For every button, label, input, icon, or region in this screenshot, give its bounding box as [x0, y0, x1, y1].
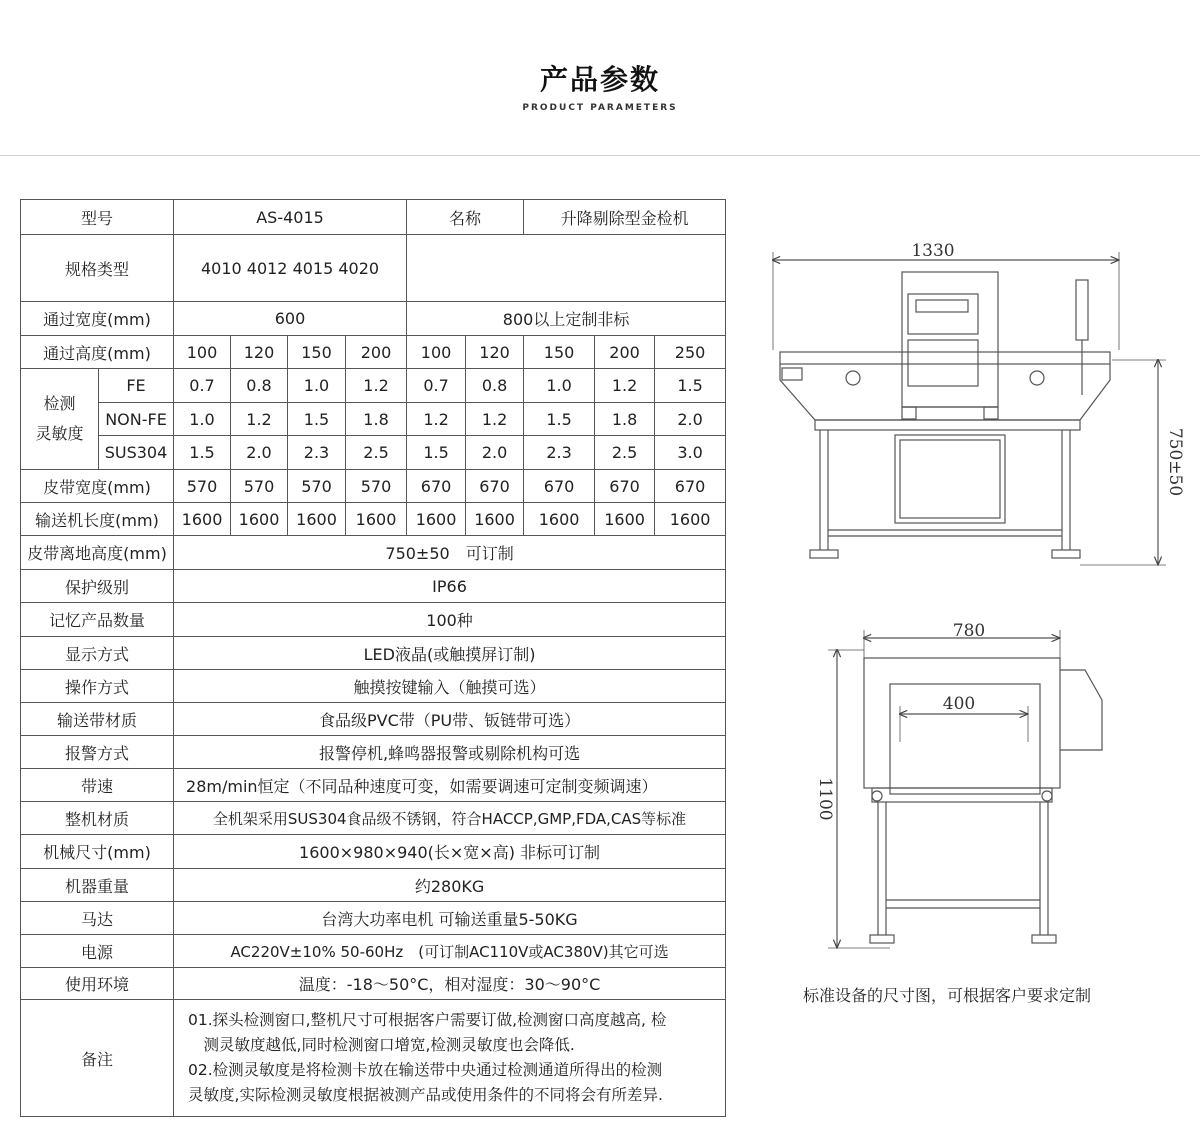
- sensitivity-cell: 1.2: [407, 403, 466, 436]
- belt-width-cell: 670: [466, 470, 524, 503]
- sensitivity-label: [21, 369, 99, 470]
- page-subtitle: PRODUCT PARAMETERS: [522, 103, 678, 113]
- sensitivity-cell: 1.0: [524, 369, 595, 403]
- row-value: AC220V±10% 50-60Hz (可订制AC110V或AC380V)其它可选: [174, 935, 726, 968]
- sensitivity-cell: 0.7: [407, 369, 466, 403]
- page-header: [0, 0, 1200, 156]
- sensitivity-cell: 1.8: [346, 403, 407, 436]
- row-value: 温度：-18～50°C，相对湿度：30～90°C: [174, 968, 726, 1000]
- row-value: 1600×980×940(长×宽×高) 非标可订制: [174, 835, 726, 869]
- table-row: [21, 869, 726, 902]
- row-label: 输送带材质: [21, 703, 174, 736]
- metal-nonfe-label: NON-FE: [99, 403, 174, 436]
- sensitivity-cell: 1.2: [346, 369, 407, 403]
- model-value: AS-4015: [174, 200, 407, 235]
- conveyor-length-cell: 1600: [524, 503, 595, 536]
- sensitivity-cell: 0.8: [231, 369, 288, 403]
- belt-width-cell: 570: [346, 470, 407, 503]
- sensitivity-cell: 1.2: [231, 403, 288, 436]
- side-height-dim: 1100: [815, 777, 835, 821]
- row-value: 100种: [174, 603, 726, 637]
- sensitivity-cell: 1.5: [288, 403, 346, 436]
- pass-width-custom: 800以上定制非标: [407, 302, 726, 336]
- side-width-dim: 780: [952, 621, 986, 641]
- belt-width-cell: 570: [174, 470, 231, 503]
- belt-width-cell: 670: [407, 470, 466, 503]
- pass-height-cell: 200: [595, 336, 655, 369]
- front-view: [773, 252, 1166, 565]
- conveyor-length-cell: 1600: [288, 503, 346, 536]
- belt-width-cell: 670: [655, 470, 726, 503]
- sensitivity-cell: 1.5: [174, 436, 231, 470]
- pass-height-cell: 120: [466, 336, 524, 369]
- table-row: [21, 235, 726, 302]
- row-value: 28m/min恒定（不同品种速度可变，如需要调速可定制变频调速）: [174, 769, 726, 802]
- sensitivity-cell: 0.8: [466, 369, 524, 403]
- remarks-label: 备注: [21, 1000, 174, 1117]
- row-label: 操作方式: [21, 670, 174, 703]
- belt-width-cell: 570: [231, 470, 288, 503]
- table-row: [21, 902, 726, 935]
- pass-height-cell: 100: [174, 336, 231, 369]
- sensitivity-cell: 1.2: [595, 369, 655, 403]
- table-row: [21, 403, 726, 436]
- table-row: [21, 802, 726, 835]
- row-label: 显示方式: [21, 637, 174, 670]
- belt-width-cell: 670: [524, 470, 595, 503]
- row-label: 使用环境: [21, 968, 174, 1000]
- spec-type-label: 规格类型: [21, 235, 174, 302]
- pass-height-cell: 120: [231, 336, 288, 369]
- sensitivity-cell: 1.5: [655, 369, 726, 403]
- table-row: [21, 835, 726, 869]
- sensitivity-cell: 1.5: [524, 403, 595, 436]
- sensitivity-cell: 2.0: [231, 436, 288, 470]
- table-row: [21, 436, 726, 470]
- header-divider: [0, 155, 1200, 156]
- sensitivity-cell: 1.8: [595, 403, 655, 436]
- sensitivity-cell: 2.5: [595, 436, 655, 470]
- sensitivity-label-line-1: 检测: [43, 394, 76, 413]
- table-row: [21, 302, 726, 336]
- sensitivity-cell: 1.2: [466, 403, 524, 436]
- conveyor-length-label: 输送机长度(mm): [21, 503, 174, 536]
- row-label: 整机材质: [21, 802, 174, 835]
- sensitivity-cell: 0.7: [174, 369, 231, 403]
- conveyor-length-cell: 1600: [595, 503, 655, 536]
- sensitivity-cell: 1.0: [288, 369, 346, 403]
- sensitivity-cell: 2.3: [288, 436, 346, 470]
- table-row: [21, 503, 726, 536]
- row-label: 保护级别: [21, 570, 174, 603]
- row-label: 皮带离地高度(mm): [21, 536, 174, 570]
- row-value: 食品级PVC带（PU带、钣链带可选）: [174, 703, 726, 736]
- table-row: [21, 369, 726, 403]
- table-row: [21, 603, 726, 637]
- drawing-caption: 标准设备的尺寸图，可根据客户要求定制: [803, 986, 1092, 1005]
- pass-height-cell: 200: [346, 336, 407, 369]
- row-value: 触摸按键输入（触摸可选）: [174, 670, 726, 703]
- machine-dimension-drawing: [740, 230, 1200, 1010]
- conveyor-length-cell: 1600: [346, 503, 407, 536]
- table-row: [21, 703, 726, 736]
- table-row: [21, 200, 726, 235]
- table-row: [21, 536, 726, 570]
- remark-line: 测灵敏度越低,同时检测窗口增宽,检测灵敏度也会降低.: [203, 1036, 575, 1054]
- table-row: [21, 570, 726, 603]
- row-value: 约280KG: [174, 869, 726, 902]
- spec-type-value: 4010 4012 4015 4020: [174, 235, 407, 302]
- page-title: 产品参数: [539, 63, 660, 96]
- side-view: [828, 630, 1102, 948]
- table-row: [21, 1000, 726, 1117]
- conveyor-length-cell: 1600: [174, 503, 231, 536]
- remark-line: 01.探头检测窗口,整机尺寸可根据客户需要订做,检测窗口高度越高, 检: [188, 1011, 667, 1029]
- table-row: [21, 736, 726, 769]
- table-row: [21, 769, 726, 802]
- pass-height-label: 通过高度(mm): [21, 336, 174, 369]
- conveyor-length-cell: 1600: [231, 503, 288, 536]
- metal-fe-label: FE: [99, 369, 174, 403]
- belt-width-label: 皮带宽度(mm): [21, 470, 174, 503]
- model-label: 型号: [21, 200, 174, 235]
- sensitivity-cell: 1.5: [407, 436, 466, 470]
- row-label: 机器重量: [21, 869, 174, 902]
- sensitivity-label-line-2: 灵敏度: [35, 424, 84, 443]
- table-row: [21, 670, 726, 703]
- sensitivity-cell: 2.5: [346, 436, 407, 470]
- pass-width-std: 600: [174, 302, 407, 336]
- pass-height-cell: 150: [288, 336, 346, 369]
- pass-width-label: 通过宽度(mm): [21, 302, 174, 336]
- pass-height-cell: 100: [407, 336, 466, 369]
- row-value: 全机架采用SUS304食品级不锈钢，符合HACCP,GMP,FDA,CAS等标准: [174, 802, 726, 835]
- table-row: [21, 968, 726, 1000]
- side-inner-width-dim: 400: [942, 694, 976, 714]
- sensitivity-cell: 2.0: [466, 436, 524, 470]
- front-height-dim: 750±50: [1165, 427, 1185, 497]
- pass-height-cell: 150: [524, 336, 595, 369]
- row-value: 报警停机,蜂鸣器报警或剔除机构可选: [174, 736, 726, 769]
- pass-height-cell: 250: [655, 336, 726, 369]
- front-width-dim: 1330: [911, 241, 955, 261]
- metal-sus304-label: SUS304: [99, 436, 174, 470]
- row-value: 750±50 可订制: [174, 536, 726, 570]
- row-value: IP66: [174, 570, 726, 603]
- belt-width-cell: 670: [595, 470, 655, 503]
- spec-type-blank: [407, 235, 726, 302]
- remark-line: 灵敏度,实际检测灵敏度根据被测产品或使用条件的不同将会有所差异.: [188, 1086, 663, 1104]
- row-label: 电源: [21, 935, 174, 968]
- row-label: 记忆产品数量: [21, 603, 174, 637]
- row-label: 带速: [21, 769, 174, 802]
- row-label: 报警方式: [21, 736, 174, 769]
- name-value: 升降剔除型金检机: [524, 200, 726, 235]
- belt-width-cell: 570: [288, 470, 346, 503]
- row-label: 机械尺寸(mm): [21, 835, 174, 869]
- conveyor-length-cell: 1600: [655, 503, 726, 536]
- row-label: 马达: [21, 902, 174, 935]
- sensitivity-cell: 2.3: [524, 436, 595, 470]
- name-label: 名称: [407, 200, 524, 235]
- table-row: [21, 470, 726, 503]
- sensitivity-cell: 3.0: [655, 436, 726, 470]
- remarks-content: [174, 1000, 726, 1117]
- conveyor-length-cell: 1600: [407, 503, 466, 536]
- remark-line: 02.检测灵敏度是将检测卡放在输送带中央通过检测通道所得出的检测: [188, 1061, 663, 1079]
- sensitivity-cell: 2.0: [655, 403, 726, 436]
- table-row: [21, 336, 726, 369]
- table-row: [21, 637, 726, 670]
- row-value: LED液晶(或触摸屏订制): [174, 637, 726, 670]
- row-value: 台湾大功率电机 可输送重量5-50KG: [174, 902, 726, 935]
- table-row: [21, 935, 726, 968]
- sensitivity-cell: 1.0: [174, 403, 231, 436]
- conveyor-length-cell: 1600: [466, 503, 524, 536]
- spec-table: [20, 199, 726, 1117]
